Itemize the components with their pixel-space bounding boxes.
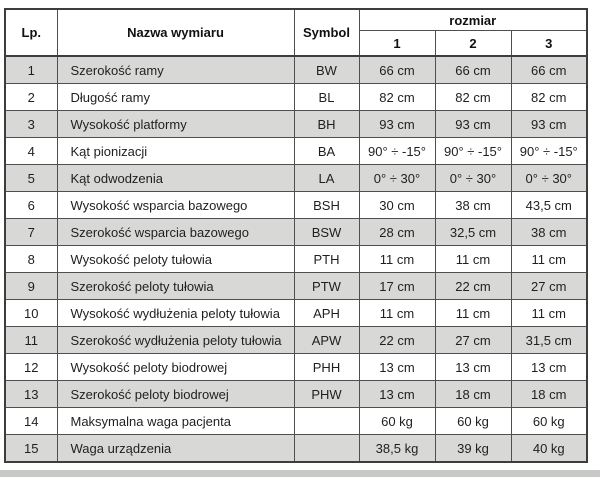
cell-size-3: 11 cm [511, 246, 587, 273]
cell-size-3: 40 kg [511, 435, 587, 463]
cell-size-1: 13 cm [359, 381, 435, 408]
table-row [5, 219, 587, 246]
col-header-size-3: 3 [511, 31, 587, 57]
cell-symbol: PTH [294, 246, 359, 273]
cell-size-1: 60 kg [359, 408, 435, 435]
table-row [5, 246, 587, 273]
cell-lp: 8 [5, 246, 57, 273]
cell-size-1: 82 cm [359, 84, 435, 111]
cell-symbol: BW [294, 56, 359, 84]
cell-size-1: 90° ÷ -15° [359, 138, 435, 165]
table-row [5, 273, 587, 300]
cell-name: Wysokość peloty tułowia [57, 246, 294, 273]
cell-size-2: 13 cm [435, 354, 511, 381]
cell-size-3: 66 cm [511, 56, 587, 84]
cell-size-3: 90° ÷ -15° [511, 138, 587, 165]
cell-name: Wysokość platformy [57, 111, 294, 138]
cell-symbol [294, 435, 359, 463]
cell-size-1: 17 cm [359, 273, 435, 300]
cell-size-3: 27 cm [511, 273, 587, 300]
cell-name: Szerokość peloty biodrowej [57, 381, 294, 408]
cell-lp: 9 [5, 273, 57, 300]
table-row [5, 408, 587, 435]
cell-symbol: BA [294, 138, 359, 165]
cell-symbol: BSH [294, 192, 359, 219]
table-row [5, 192, 587, 219]
cell-size-3: 93 cm [511, 111, 587, 138]
cell-lp: 10 [5, 300, 57, 327]
cell-size-2: 66 cm [435, 56, 511, 84]
cell-size-3: 38 cm [511, 219, 587, 246]
cell-name: Szerokość wsparcia bazowego [57, 219, 294, 246]
cropped-next-row-strip [0, 470, 600, 477]
cell-symbol: BL [294, 84, 359, 111]
cell-symbol: BH [294, 111, 359, 138]
cell-lp: 15 [5, 435, 57, 463]
cell-symbol [294, 408, 359, 435]
cell-symbol: PHH [294, 354, 359, 381]
cell-size-3: 13 cm [511, 354, 587, 381]
cell-lp: 3 [5, 111, 57, 138]
cell-symbol: APH [294, 300, 359, 327]
cell-lp: 2 [5, 84, 57, 111]
cell-size-1: 38,5 kg [359, 435, 435, 463]
cell-size-1: 30 cm [359, 192, 435, 219]
col-header-name: Nazwa wymiaru [57, 9, 294, 56]
table-row [5, 111, 587, 138]
col-header-size-1: 1 [359, 31, 435, 57]
cell-size-2: 90° ÷ -15° [435, 138, 511, 165]
cell-size-3: 43,5 cm [511, 192, 587, 219]
cell-size-3: 31,5 cm [511, 327, 587, 354]
cell-size-3: 0° ÷ 30° [511, 165, 587, 192]
cell-size-2: 27 cm [435, 327, 511, 354]
col-header-size-2: 2 [435, 31, 511, 57]
cell-size-2: 32,5 cm [435, 219, 511, 246]
cell-lp: 14 [5, 408, 57, 435]
cell-size-3: 18 cm [511, 381, 587, 408]
cell-name: Szerokość wydłużenia peloty tułowia [57, 327, 294, 354]
cell-symbol: BSW [294, 219, 359, 246]
cell-lp: 6 [5, 192, 57, 219]
table-row [5, 300, 587, 327]
table-row [5, 381, 587, 408]
table-row [5, 327, 587, 354]
table-row [5, 165, 587, 192]
cell-size-2: 38 cm [435, 192, 511, 219]
cell-size-2: 93 cm [435, 111, 511, 138]
cell-lp: 5 [5, 165, 57, 192]
table-header [5, 9, 587, 56]
cell-size-2: 22 cm [435, 273, 511, 300]
cell-size-1: 66 cm [359, 56, 435, 84]
dimensions-table [4, 8, 588, 463]
cell-symbol: PHW [294, 381, 359, 408]
cell-name: Waga urządzenia [57, 435, 294, 463]
cell-size-1: 93 cm [359, 111, 435, 138]
cell-size-3: 11 cm [511, 300, 587, 327]
cell-lp: 4 [5, 138, 57, 165]
cell-lp: 7 [5, 219, 57, 246]
cell-name: Wysokość wydłużenia peloty tułowia [57, 300, 294, 327]
cell-size-2: 60 kg [435, 408, 511, 435]
cell-size-2: 11 cm [435, 300, 511, 327]
cell-name: Szerokość ramy [57, 56, 294, 84]
cell-name: Wysokość wsparcia bazowego [57, 192, 294, 219]
cell-size-2: 39 kg [435, 435, 511, 463]
cell-size-1: 13 cm [359, 354, 435, 381]
cell-symbol: APW [294, 327, 359, 354]
col-header-size-group: rozmiar [359, 9, 587, 31]
table-body [5, 56, 587, 462]
cell-size-2: 0° ÷ 30° [435, 165, 511, 192]
table-row [5, 354, 587, 381]
cell-size-2: 82 cm [435, 84, 511, 111]
cell-size-1: 22 cm [359, 327, 435, 354]
cell-size-3: 82 cm [511, 84, 587, 111]
header-row-top [5, 9, 587, 31]
cell-name: Kąt pionizacji [57, 138, 294, 165]
cell-name: Długość ramy [57, 84, 294, 111]
cell-lp: 13 [5, 381, 57, 408]
cell-lp: 12 [5, 354, 57, 381]
col-header-lp: Lp. [5, 9, 57, 56]
cell-symbol: LA [294, 165, 359, 192]
cell-size-3: 60 kg [511, 408, 587, 435]
cell-name: Szerokość peloty tułowia [57, 273, 294, 300]
cell-size-1: 11 cm [359, 300, 435, 327]
col-header-symbol: Symbol [294, 9, 359, 56]
cell-name: Kąt odwodzenia [57, 165, 294, 192]
cell-size-2: 18 cm [435, 381, 511, 408]
cell-lp: 1 [5, 56, 57, 84]
table-row [5, 56, 587, 84]
cell-size-1: 11 cm [359, 246, 435, 273]
cell-name: Maksymalna waga pacjenta [57, 408, 294, 435]
cell-symbol: PTW [294, 273, 359, 300]
table-row [5, 84, 587, 111]
cell-size-1: 28 cm [359, 219, 435, 246]
cell-name: Wysokość peloty biodrowej [57, 354, 294, 381]
cell-lp: 11 [5, 327, 57, 354]
table-row [5, 435, 587, 463]
cell-size-2: 11 cm [435, 246, 511, 273]
table-row [5, 138, 587, 165]
cell-size-1: 0° ÷ 30° [359, 165, 435, 192]
